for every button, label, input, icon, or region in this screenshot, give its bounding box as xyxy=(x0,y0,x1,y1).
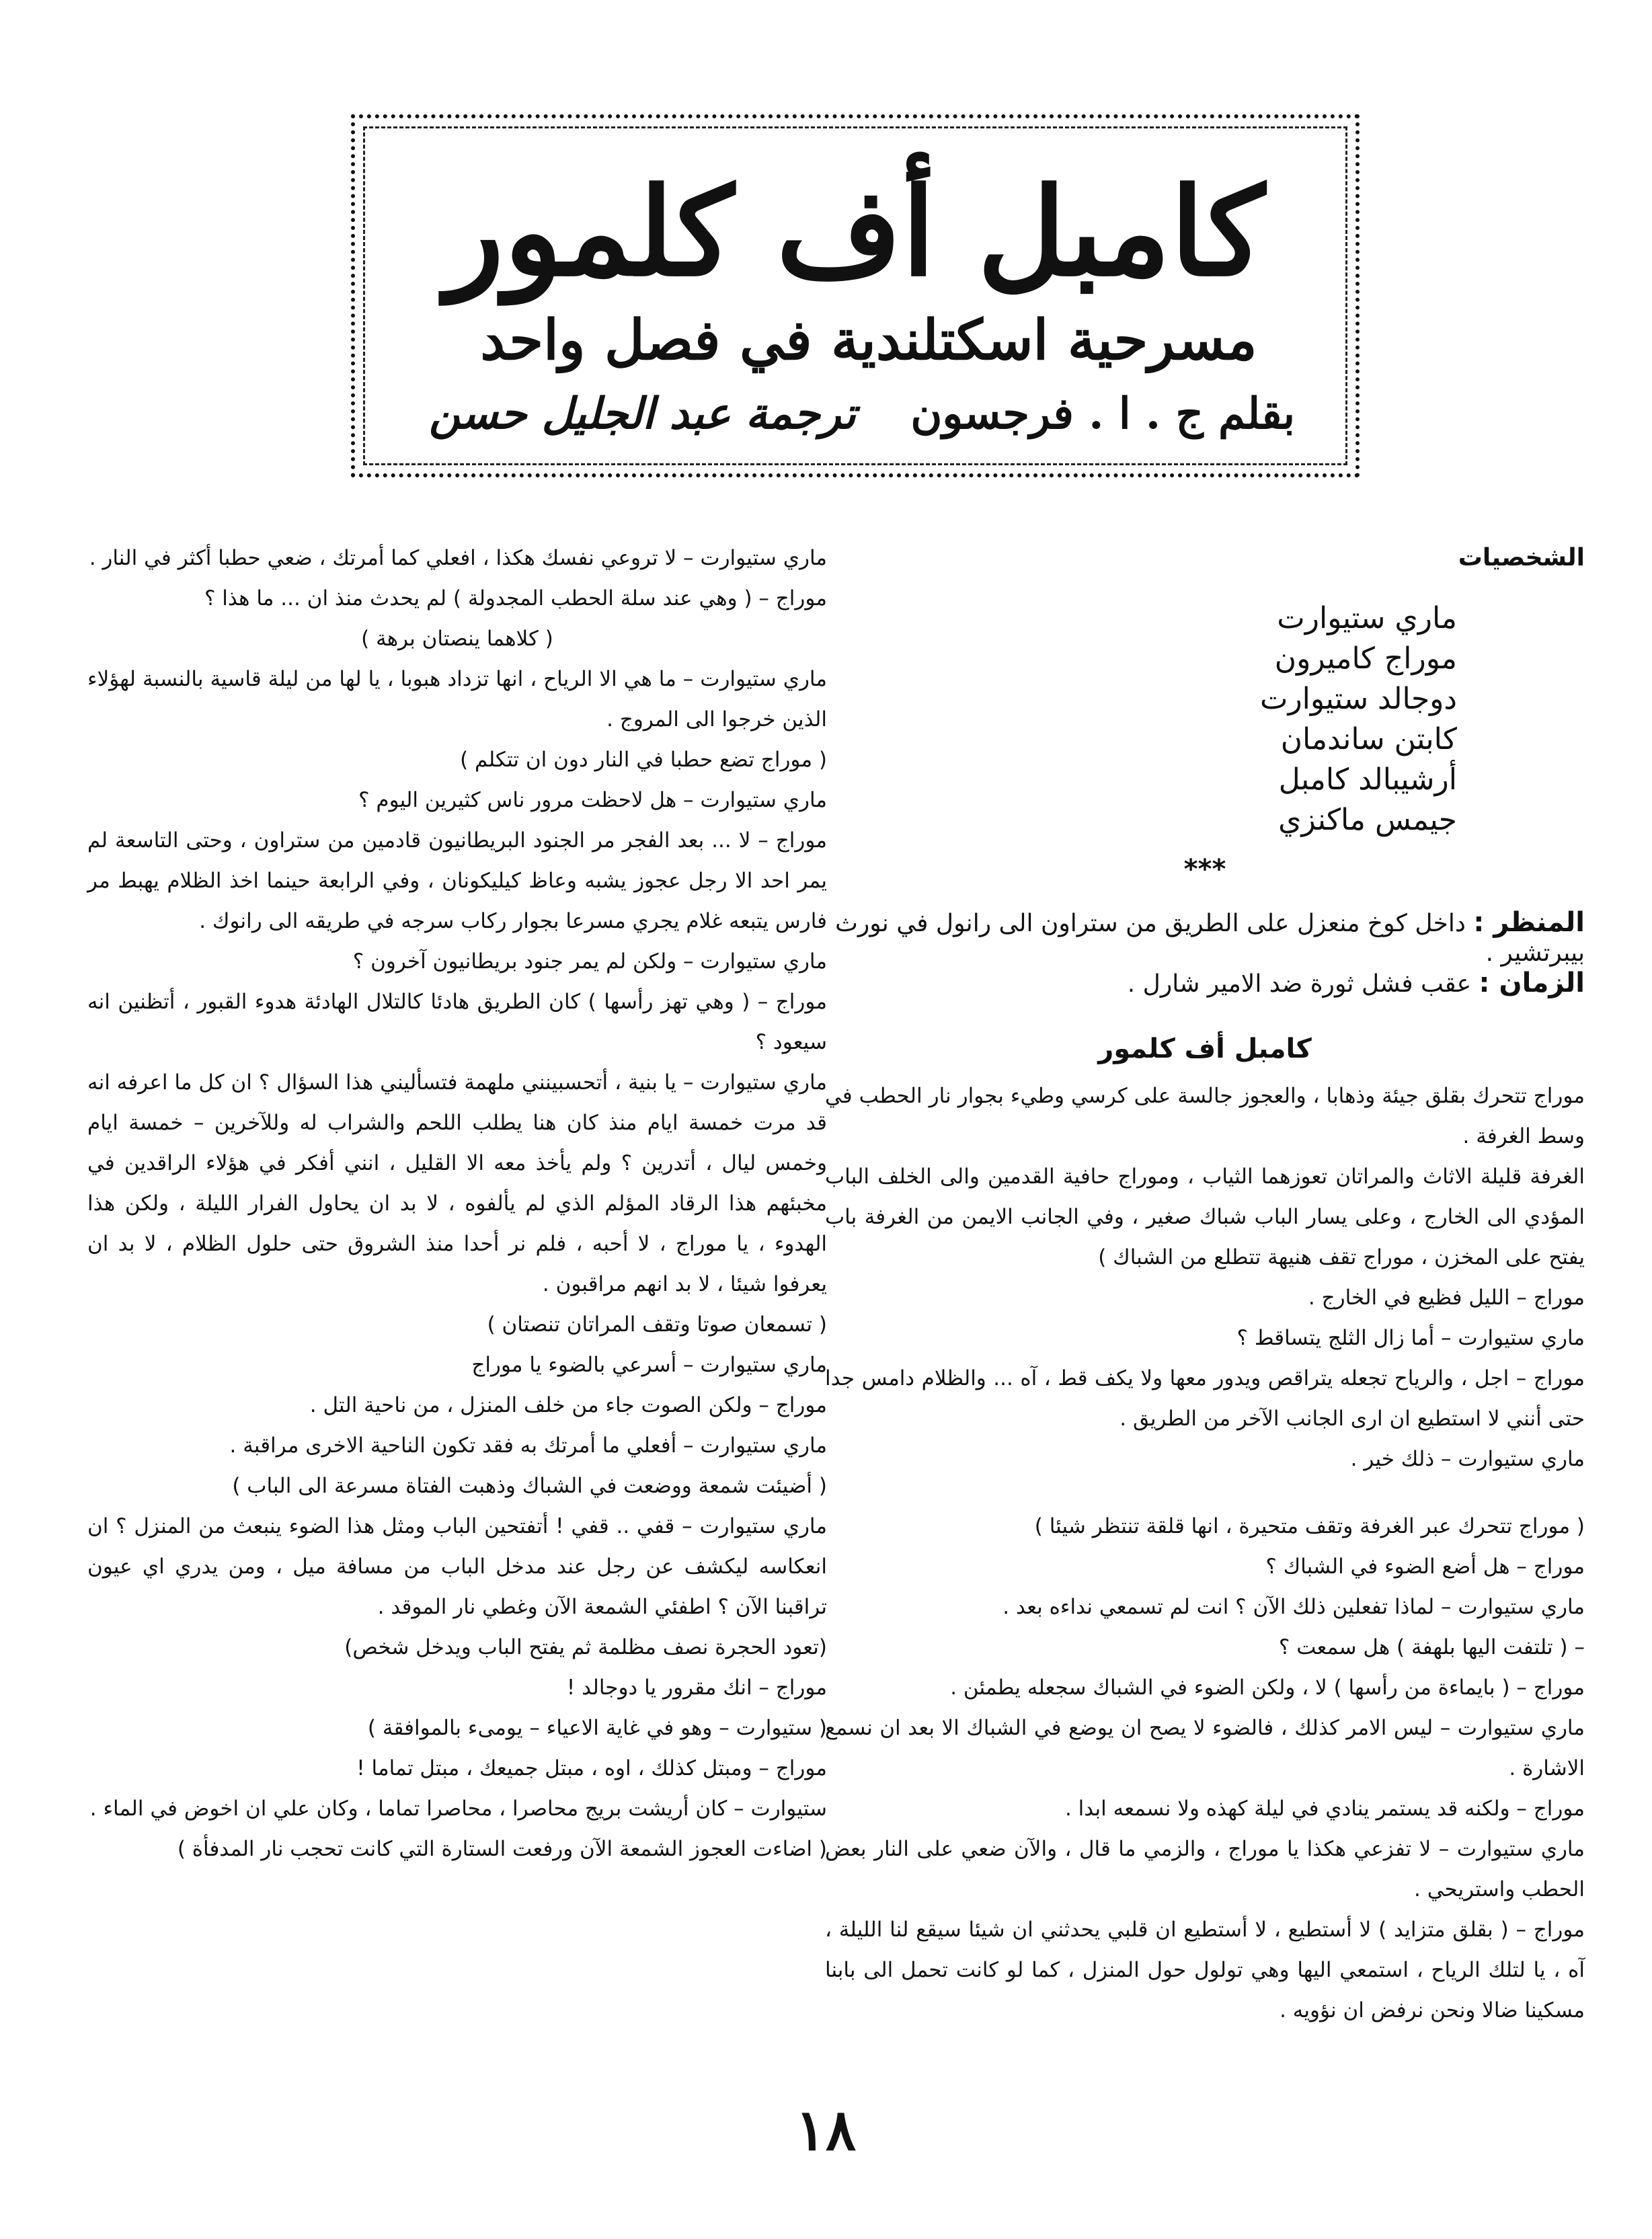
paragraph: موراج – ولكن الصوت جاء من خلف المنزل ، من ناحية التل . xyxy=(309,1393,827,1417)
stage-direction: ( أضيئت شمعة ووضعت في الشباك وذهبت الفتاة مسرعة الى الباب ) xyxy=(232,1474,827,1498)
setting-time-label: الزمان : xyxy=(1479,968,1585,998)
paragraph: موراج – ( وهي تهز رأسها ) كان الطريق هادئا كالتلال الهادئة هدوء القبور ، أتظنين انه سيعود ؟ xyxy=(87,990,827,1054)
right-column xyxy=(825,531,1585,2031)
stage-direction: ( تسمعان صوتا وتقف المراتان تنصتان ) xyxy=(487,1312,827,1337)
author-credit: بقلم ج . ا . فرجسون xyxy=(910,389,1295,439)
character-item: أرشيبالد كامبل xyxy=(1278,762,1457,797)
character-item: موراج كاميرون xyxy=(1274,641,1457,676)
character-item: جيمس ماكنزي xyxy=(1278,803,1457,837)
paragraph: ماري ستيوارت – قفي .. قفي ! أتفتحين الباب ومثل هذا الضوء ينبعث من المنزل ؟ ان انعكاسه ليكشف عن رجل عند مدخل الباب من مسافة ميل ، ومن يدري اي عيون تراقبنا الآن ؟ اطفئي الشمعة الآن وغطي نار الموقد . xyxy=(87,1514,827,1619)
paragraph: الغرفة قليلة الاثاث والمراتان تعوزهما الثياب ، وموراج حافية القدمين والى الخلف الباب المؤدي الى الخارج ، وعلى يسار الباب شباك صغير ، وفي الجانب الايمن من الغرفة باب يفتح على المخزن ، موراج تقف هنيهة تتطلع من الشباك ) xyxy=(825,1165,1585,1269)
character-item: كابتن ساندمان xyxy=(1280,722,1457,756)
paragraph: ماري ستيوارت – لا تفزعي هكذا يا موراج ، والزمي ما قال ، والآن ضعي على النار بعض الحطب واستريحي . xyxy=(825,1837,1585,1901)
paragraph: ( موراج تتحرك عبر الغرفة وتقف متحيرة ، انها قلقة تنتظر شيئا ) xyxy=(1034,1514,1585,1538)
paragraph: ماري ستيوارت – لا تروعي نفسك هكذا ، افعلي كما أمرتك ، ضعي حطبا أكثر في النار . xyxy=(89,546,827,570)
stage-direction: ( موراج تضع حطبا في النار دون ان تتكلم ) xyxy=(460,748,827,772)
section-separator: *** xyxy=(1183,854,1226,885)
setting-time xyxy=(825,968,1585,999)
setting-place-text: داخل كوخ منعزل على الطريق من ستراون الى رانول في نورث بيبرتشير . xyxy=(834,910,1585,967)
character-item: ماري ستيوارت xyxy=(1277,601,1457,635)
paragraph: ماري ستيوارت – ليس الامر كذلك ، فالضوء لا يصح ان يوضع في الشباك الا بعد ان نسمع الاشارة . xyxy=(825,1716,1585,1780)
paragraph: ماري ستيوارت – يا بنية ، أتحسبينني ملهمة فتسأليني هذا السؤال ؟ ان كل ما اعرفه انه قد مرت خمسة ايام منذ كان هنا يطلب اللحم والشراب له وللآخرين – خمسة ايام وخمس ليال ، أتدرين ؟ ولم يأخذ معه الا القليل ، انني أفكر في هؤلاء الراقدين في مخبئهم هذا الرقاد المؤلم الذي لم يألفوه ، لا بد ان يحاول الفرار الليلة ، ولكن هذا الهدوء ، يا موراج ، لا أحبه ، فلم نر أحدا منذ الشروق حتى حلول الظلام ، لا بد ان يعرفوا شيئا ، لا بد انهم مراقبون . xyxy=(87,1070,827,1296)
characters-list xyxy=(825,598,1457,840)
character-item: دوجالد ستيوارت xyxy=(1260,682,1457,716)
paragraph: موراج – اجل ، والرياح تجعله يتراقص ويدور معها ولا يكف قط ، آه ... والظلام دامس جدا حتى أنني لا استطيع ان ارى الجانب الآخر من الطريق . xyxy=(825,1366,1585,1431)
paragraph: موراج – هل أضع الضوء في الشباك ؟ xyxy=(1265,1555,1585,1579)
setting-place xyxy=(825,908,1585,968)
left-column xyxy=(87,538,827,1869)
paragraph: ماري ستيوارت – لماذا تفعلين ذلك الآن ؟ انت لم تسمعي نداءه بعد . xyxy=(1002,1595,1585,1619)
stage-direction: ( كلاهما ينصتان برهة ) xyxy=(361,627,553,651)
paragraph: – ( تلتفت اليها بلهفة ) هل سمعت ؟ xyxy=(1278,1635,1585,1659)
stage-direction: ( اضاءت العجوز الشمعة الآن ورفعت الستارة التي كانت تحجب نار المدفأة ) xyxy=(177,1837,827,1861)
paragraph: موراج – ولكنه قد يستمر ينادي في ليلة كهذه ولا نسمعه ابدا . xyxy=(1064,1797,1585,1821)
paragraph: ماري ستيوارت – أسرعي بالضوء يا موراج xyxy=(471,1353,827,1377)
paragraph: موراج – انك مقرور يا دوجالد ! xyxy=(566,1676,827,1700)
paragraph: موراج – ومبتل كذلك ، اوه ، مبتل جميعك ، مبتل تماما ! xyxy=(356,1756,827,1780)
paragraph: ستيوارت – كان أريشت بريج محاصرا ، محاصرا تماما ، وكان علي ان اخوض في الماء . xyxy=(89,1797,827,1821)
paragraph: ماري ستيوارت – ذلك خير . xyxy=(1350,1447,1585,1471)
setting-place-label: المنظر : xyxy=(1473,907,1585,938)
paragraph: موراج – ( بقلق متزايد ) لا أستطيع ، لا أستطيع ان قلبي يحدثني ان شيئا سيقع لنا الليلة ، آه ، يا لتلك الرياح ، استمعي اليها وهي تولول حول المنزل ، كما لو كانت تحمل الى بابنا مسكينا ضالا ونحن نرفض ان نؤويه . xyxy=(825,1918,1585,2022)
title-box xyxy=(351,114,1360,477)
paragraph: ماري ستيوارت – ولكن لم يمر جنود بريطانيون آخرون ؟ xyxy=(352,949,827,974)
scene-title: كامبل أف كلمور xyxy=(1098,1033,1312,1064)
paragraph: موراج – ( بايماءة من رأسها ) لا ، ولكن الضوء في الشباك سجعله يطمئن . xyxy=(950,1676,1585,1700)
paragraph: موراج – ( وهي عند سلة الحطب المجدولة ) لم يحدث منذ ان ... ما هذا ؟ xyxy=(204,586,827,611)
paragraph: ماري ستيوارت – ما هي الا الرياح ، انها تزداد هبوبا ، يا لها من ليلة قاسية بالنسبة لهؤلاء الذين خرجوا الى المروج . xyxy=(87,667,827,732)
paragraph: موراج تتحرك بقلق جيئة وذهابا ، والعجوز جالسة على كرسي وطيء بجوار نار الحطب في وسط الغرفة . xyxy=(825,1084,1585,1148)
paragraph: ماري ستيوارت – أما زال الثلج يتساقط ؟ xyxy=(1236,1326,1585,1350)
translator-credit: ترجمة عبد الجليل حسن xyxy=(429,389,856,439)
page-number: ١٨ xyxy=(795,2096,857,2163)
play-subtitle: مسرحية اسكتلندية في فصل واحد xyxy=(480,308,1257,372)
paragraph: موراج – الليل فظيع في الخارج . xyxy=(1308,1286,1585,1310)
spacer xyxy=(825,1479,1585,1506)
paragraph: ماري ستيوارت – هل لاحظت مرور ناس كثيرين اليوم ؟ xyxy=(358,788,827,812)
paragraph: موراج – لا ... بعد الفجر مر الجنود البريطانيون قادمين من ستراون ، وحتى التاسعة لم يمر احد الا رجل عجوز يشبه وعاظ كيليكونان ، وفي الرابعة حينما اخذ الظلام يهبط مر فارس يتبعه غلام يجري مسرعا بجوار ركاب سرجه في طريقه الى رانوك . xyxy=(87,828,827,933)
setting-time-text: عقب فشل ثورة ضد الامير شارل . xyxy=(1127,970,1472,998)
characters-heading: الشخصيات xyxy=(1458,544,1585,572)
paragraph: ماري ستيوارت – أفعلي ما أمرتك به فقد تكون الناحية الاخرى مراقبة . xyxy=(229,1433,827,1458)
stage-direction: (تعود الحجرة نصف مظلمة ثم يفتح الباب ويدخل شخص) xyxy=(344,1635,827,1659)
right-column-text xyxy=(825,1076,1585,2031)
play-title: كامبل أف كلمور xyxy=(445,161,1265,303)
stage-direction: ( ستيوارت – وهو في غاية الاعياء – يومىء بالموافقة ) xyxy=(367,1716,827,1740)
